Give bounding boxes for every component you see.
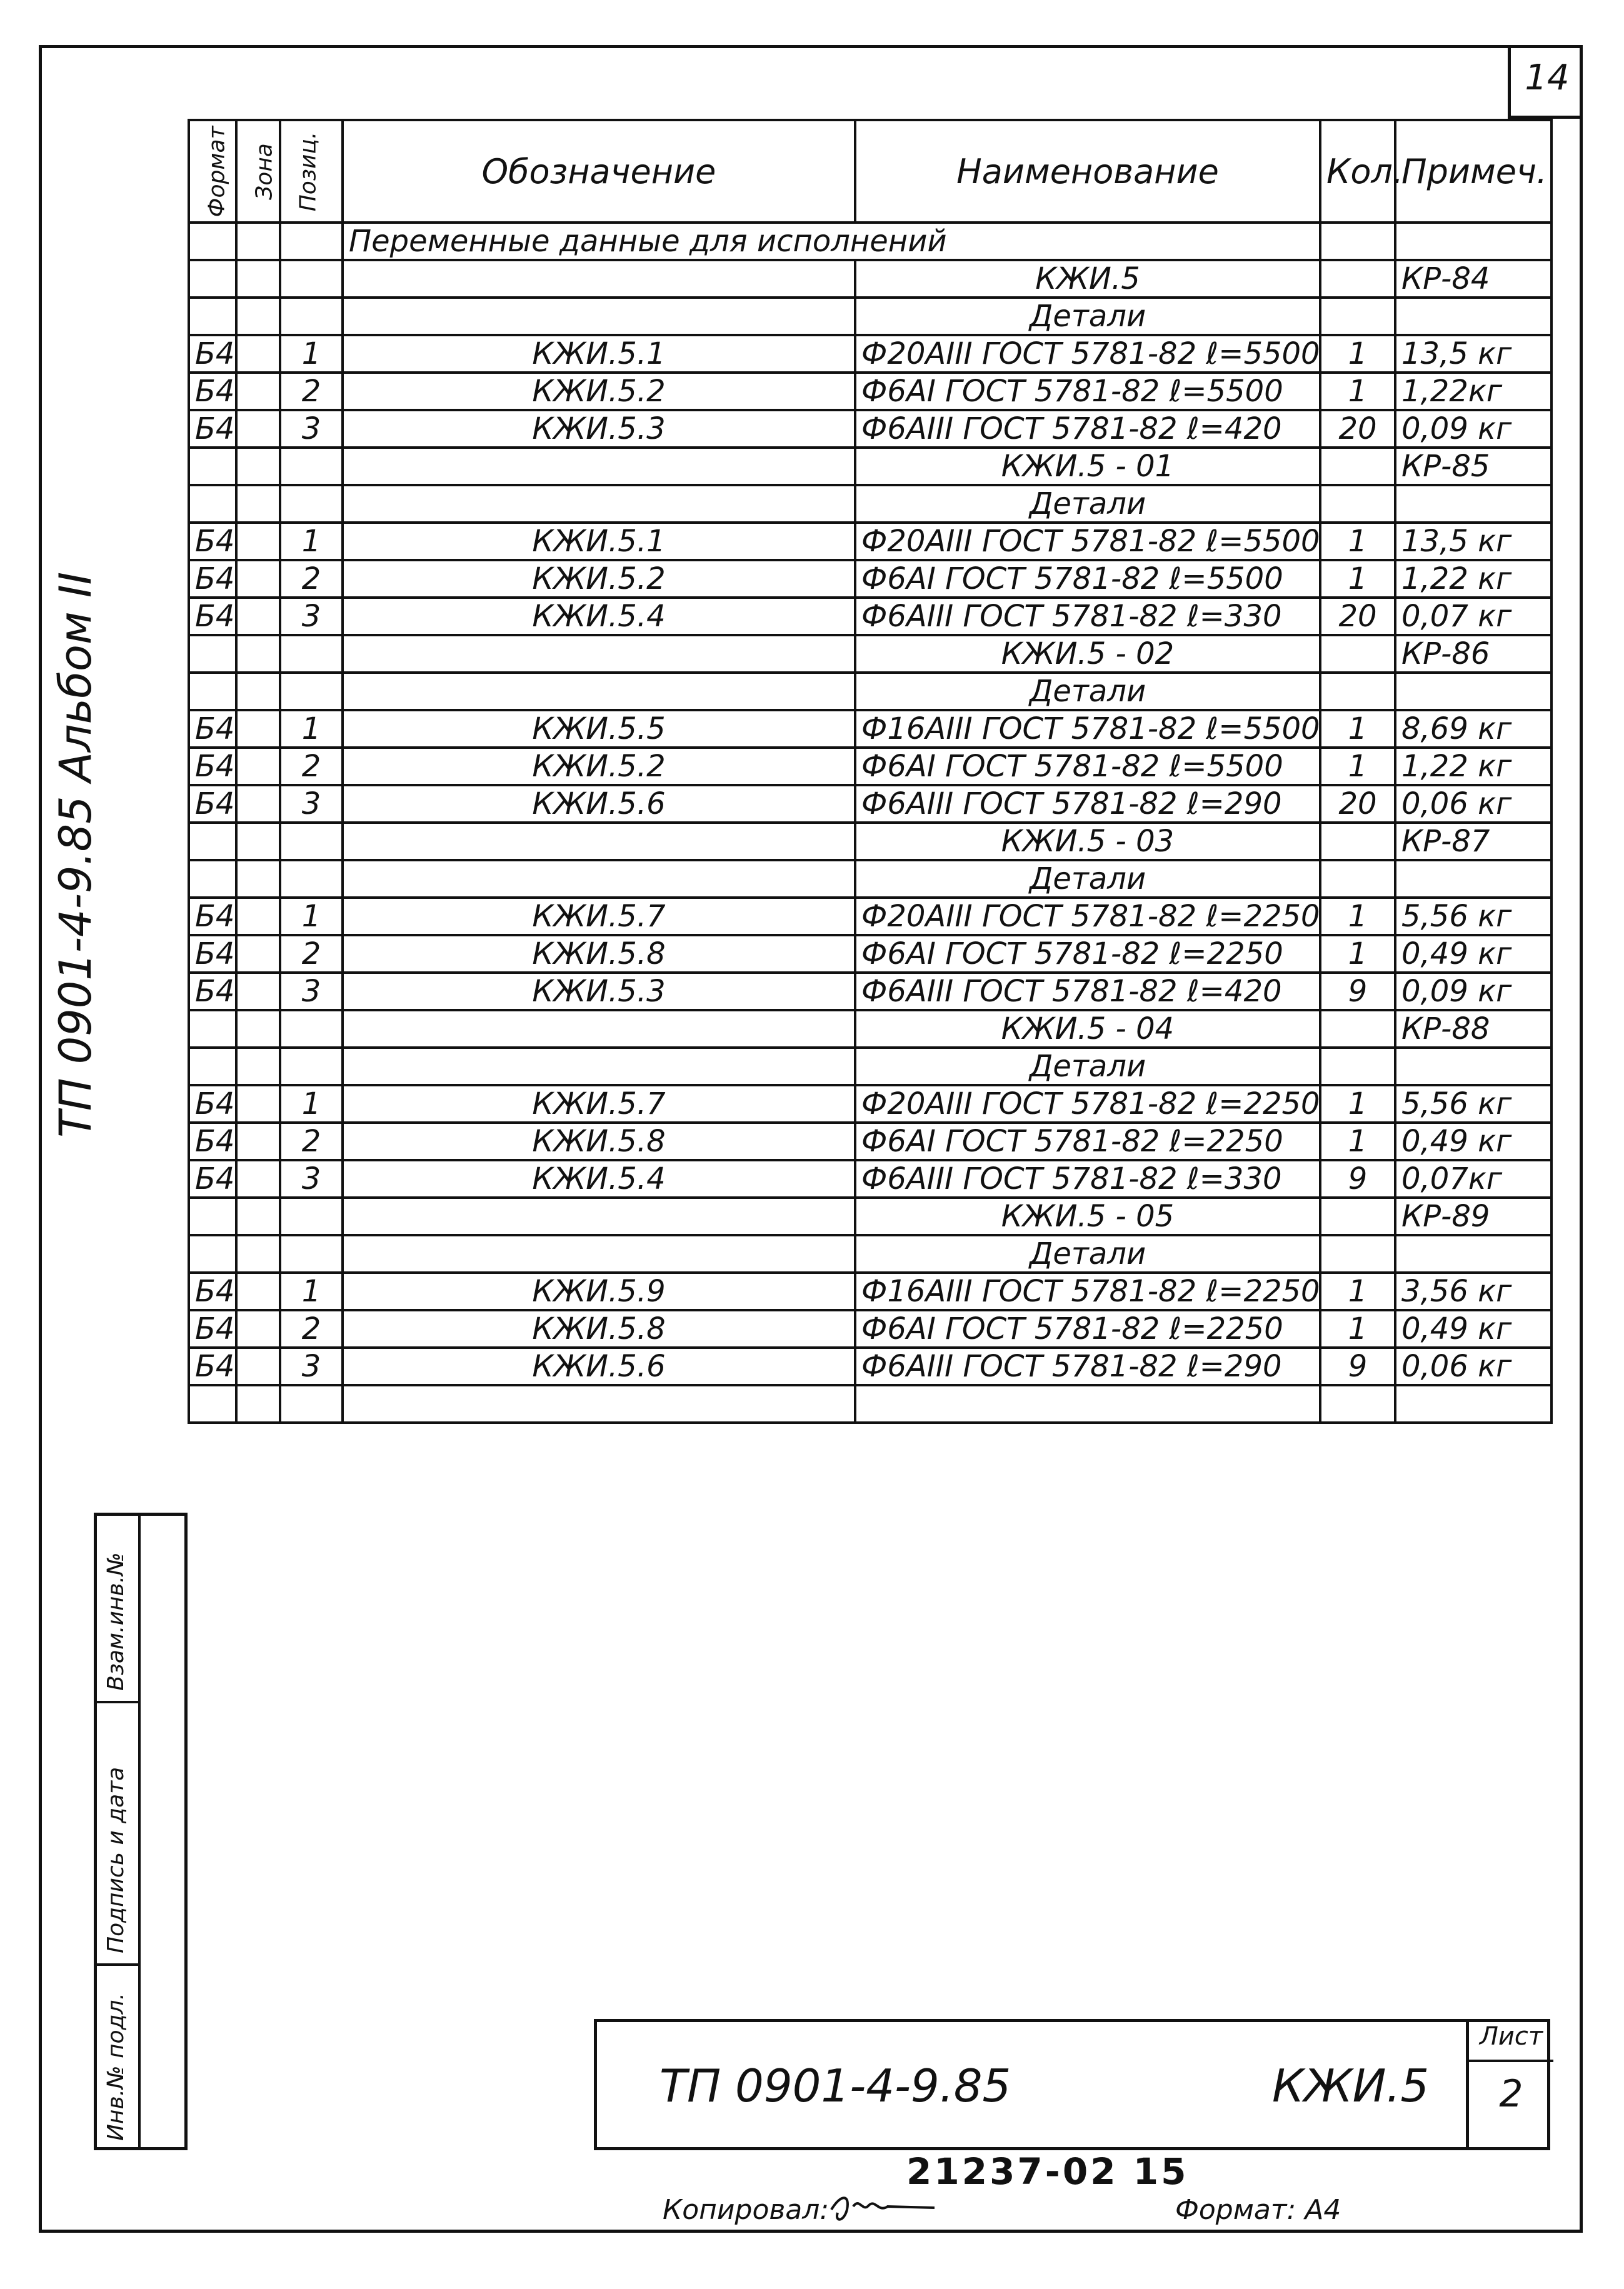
- title-block-sheet-value: 2: [1499, 2072, 1523, 2116]
- cell-zone: [236, 748, 280, 785]
- cell-qty: 1: [1320, 335, 1395, 373]
- cell-name: Ф20АIII ГОСТ 5781-82 ℓ=2250: [855, 898, 1320, 935]
- left-margin-strip: [94, 1513, 188, 2150]
- cell-name: Ф6АIII ГОСТ 5781-82 ℓ=420: [855, 410, 1320, 448]
- cell-name: Ф6АI ГОСТ 5781-82 ℓ=2250: [855, 1123, 1320, 1160]
- cell-zone: [236, 710, 280, 748]
- title-block-sheet-label: Лист: [1469, 2022, 1553, 2062]
- table-row: [189, 898, 1551, 935]
- table-row: [189, 1085, 1551, 1123]
- table-row: [189, 410, 1551, 448]
- table-row: [189, 373, 1551, 410]
- cell-designation: КЖИ.5.1: [343, 335, 855, 373]
- cell-zone: [236, 1160, 280, 1198]
- header-zone: Зона: [236, 120, 280, 223]
- cell-note: 13,5 кг: [1395, 523, 1551, 560]
- cell-note: 1,22 кг: [1395, 560, 1551, 598]
- cell-name: Ф6АIII ГОСТ 5781-82 ℓ=290: [855, 785, 1320, 823]
- variant-row: [189, 823, 1551, 860]
- cell-name: Ф6АI ГОСТ 5781-82 ℓ=2250: [855, 1310, 1320, 1348]
- title-block-sheet-box: [1466, 2022, 1556, 2147]
- cell-qty: 9: [1320, 973, 1395, 1010]
- cell-name: Ф6АIII ГОСТ 5781-82 ℓ=330: [855, 1160, 1320, 1198]
- cell-format: Б4: [189, 523, 236, 560]
- cell-designation: КЖИ.5.8: [343, 1123, 855, 1160]
- copier-signature: [828, 2188, 941, 2225]
- cell-position: 1: [280, 335, 343, 373]
- cell-qty: 1: [1320, 523, 1395, 560]
- sheet-number: 14: [1525, 58, 1570, 98]
- cell-format: Б4: [189, 1085, 236, 1123]
- variant-row: [189, 448, 1551, 485]
- header-position: Позиц.: [280, 120, 343, 223]
- header-note: Примеч.: [1395, 120, 1551, 223]
- cell-format: Б4: [189, 973, 236, 1010]
- cell-note: 0,07кг: [1395, 1160, 1551, 1198]
- table-row: [189, 973, 1551, 1010]
- cell-designation: КЖИ.5.1: [343, 523, 855, 560]
- cell-position: 3: [280, 410, 343, 448]
- strip-sign-date: Подпись и дата: [97, 1703, 138, 1966]
- section-row: [189, 485, 1551, 523]
- cell-format: Б4: [189, 373, 236, 410]
- cell-qty: 9: [1320, 1160, 1395, 1198]
- cell-qty: 20: [1320, 410, 1395, 448]
- cell-note: 0,49 кг: [1395, 935, 1551, 973]
- cell-designation: КЖИ.5.9: [343, 1273, 855, 1310]
- variant-label: КЖИ.5 - 01: [855, 448, 1320, 485]
- table-row: [189, 523, 1551, 560]
- header-name: Наименование: [855, 120, 1320, 223]
- section-label: Детали: [855, 673, 1320, 710]
- cell-qty: 1: [1320, 748, 1395, 785]
- cell-name: Ф16АIII ГОСТ 5781-82 ℓ=2250: [855, 1273, 1320, 1310]
- cell-position: 1: [280, 1273, 343, 1310]
- table-row: [189, 785, 1551, 823]
- section-row: [189, 1048, 1551, 1085]
- cell-position: 3: [280, 1160, 343, 1198]
- cell-designation: КЖИ.5.8: [343, 1310, 855, 1348]
- title-block: [594, 2019, 1550, 2150]
- cell-format: Б4: [189, 1123, 236, 1160]
- variant-note: КР-86: [1395, 635, 1551, 673]
- cell-note: 0,09 кг: [1395, 973, 1551, 1010]
- variant-label: КЖИ.5: [855, 260, 1320, 298]
- section-label: Детали: [855, 860, 1320, 898]
- cell-note: 5,56 кг: [1395, 1085, 1551, 1123]
- section-row: [189, 860, 1551, 898]
- table-row: [189, 598, 1551, 635]
- cell-qty: 1: [1320, 1123, 1395, 1160]
- cell-designation: КЖИ.5.6: [343, 785, 855, 823]
- section-label: Детали: [855, 1048, 1320, 1085]
- table-row: [189, 748, 1551, 785]
- cell-designation: КЖИ.5.2: [343, 748, 855, 785]
- cell-position: 1: [280, 898, 343, 935]
- variant-row: [189, 260, 1551, 298]
- table-row: [189, 710, 1551, 748]
- cell-position: 3: [280, 785, 343, 823]
- cell-format: Б4: [189, 935, 236, 973]
- side-title: ТП 0901-4-9.85 Альбом II: [50, 571, 101, 1138]
- cell-qty: 1: [1320, 710, 1395, 748]
- variable-title: Переменные данные для исполнений: [343, 223, 1320, 260]
- cell-zone: [236, 1348, 280, 1385]
- cell-zone: [236, 410, 280, 448]
- variant-label: КЖИ.5 - 05: [855, 1198, 1320, 1235]
- cell-designation: КЖИ.5.4: [343, 598, 855, 635]
- section-label: Детали: [855, 298, 1320, 335]
- cell-designation: КЖИ.5.7: [343, 898, 855, 935]
- table-row: [189, 1348, 1551, 1385]
- table-row: [189, 1123, 1551, 1160]
- cell-format: Б4: [189, 1160, 236, 1198]
- cell-zone: [236, 523, 280, 560]
- section-row: [189, 673, 1551, 710]
- cell-position: 3: [280, 1348, 343, 1385]
- variant-row: [189, 1010, 1551, 1048]
- cell-note: 0,06 кг: [1395, 1348, 1551, 1385]
- empty-row: [189, 1385, 1551, 1423]
- table-row: [189, 560, 1551, 598]
- cell-name: Ф6АIII ГОСТ 5781-82 ℓ=290: [855, 1348, 1320, 1385]
- cell-zone: [236, 598, 280, 635]
- cell-note: 8,69 кг: [1395, 710, 1551, 748]
- specification-table: [188, 119, 1553, 1424]
- cell-position: 2: [280, 560, 343, 598]
- cell-note: 1,22кг: [1395, 373, 1551, 410]
- cell-format: Б4: [189, 898, 236, 935]
- variant-note: КР-84: [1395, 260, 1551, 298]
- cell-name: Ф20АIII ГОСТ 5781-82 ℓ=5500: [855, 523, 1320, 560]
- cell-designation: КЖИ.5.7: [343, 1085, 855, 1123]
- cell-position: 2: [280, 373, 343, 410]
- cell-qty: 1: [1320, 373, 1395, 410]
- section-row: [189, 1235, 1551, 1273]
- cell-name: Ф6АI ГОСТ 5781-82 ℓ=5500: [855, 748, 1320, 785]
- variant-note: КР-88: [1395, 1010, 1551, 1048]
- cell-zone: [236, 898, 280, 935]
- variant-label: КЖИ.5 - 03: [855, 823, 1320, 860]
- cell-note: 1,22 кг: [1395, 748, 1551, 785]
- cell-note: 13,5 кг: [1395, 335, 1551, 373]
- cell-designation: КЖИ.5.2: [343, 373, 855, 410]
- cell-designation: КЖИ.5.8: [343, 935, 855, 973]
- cell-zone: [236, 785, 280, 823]
- footer-format: Формат: А4: [1175, 2194, 1341, 2226]
- cell-note: 0,49 кг: [1395, 1123, 1551, 1160]
- cell-qty: 20: [1320, 598, 1395, 635]
- footer-copied: Копировал:: [663, 2194, 830, 2226]
- cell-zone: [236, 1273, 280, 1310]
- cell-format: Б4: [189, 560, 236, 598]
- cell-position: 2: [280, 1123, 343, 1160]
- cell-qty: 1: [1320, 1273, 1395, 1310]
- header-format: Формат: [189, 120, 236, 223]
- cell-position: 2: [280, 748, 343, 785]
- title-block-code: КЖИ.5: [1272, 2060, 1430, 2112]
- cell-designation: КЖИ.5.6: [343, 1348, 855, 1385]
- table-row: [189, 935, 1551, 973]
- cell-position: 2: [280, 935, 343, 973]
- cell-zone: [236, 935, 280, 973]
- cell-note: 0,06 кг: [1395, 785, 1551, 823]
- cell-format: Б4: [189, 1273, 236, 1310]
- header-row: [189, 120, 1551, 223]
- cell-name: Ф6АI ГОСТ 5781-82 ℓ=2250: [855, 935, 1320, 973]
- header-qty: Кол.: [1320, 120, 1395, 223]
- cell-format: Б4: [189, 335, 236, 373]
- stamp-number: 21237-02 15: [906, 2150, 1189, 2193]
- table-row: [189, 1310, 1551, 1348]
- variant-label: КЖИ.5 - 02: [855, 635, 1320, 673]
- section-label: Детали: [855, 1235, 1320, 1273]
- cell-name: Ф6АIII ГОСТ 5781-82 ℓ=330: [855, 598, 1320, 635]
- cell-format: Б4: [189, 785, 236, 823]
- variable-title-row: [189, 223, 1551, 260]
- title-block-document: ТП 0901-4-9.85: [659, 2060, 1011, 2112]
- cell-position: 3: [280, 973, 343, 1010]
- cell-designation: КЖИ.5.4: [343, 1160, 855, 1198]
- cell-zone: [236, 1085, 280, 1123]
- table-row: [189, 1273, 1551, 1310]
- cell-qty: 1: [1320, 935, 1395, 973]
- cell-zone: [236, 373, 280, 410]
- cell-format: Б4: [189, 1310, 236, 1348]
- section-label: Детали: [855, 485, 1320, 523]
- cell-qty: 1: [1320, 1310, 1395, 1348]
- header-designation: Обозначение: [343, 120, 855, 223]
- variant-note: КР-89: [1395, 1198, 1551, 1235]
- section-row: [189, 298, 1551, 335]
- cell-designation: КЖИ.5.2: [343, 560, 855, 598]
- cell-format: Б4: [189, 1348, 236, 1385]
- cell-position: 3: [280, 598, 343, 635]
- variant-label: КЖИ.5 - 04: [855, 1010, 1320, 1048]
- cell-designation: КЖИ.5.5: [343, 710, 855, 748]
- cell-zone: [236, 1123, 280, 1160]
- cell-zone: [236, 560, 280, 598]
- cell-zone: [236, 973, 280, 1010]
- cell-name: Ф6АIII ГОСТ 5781-82 ℓ=420: [855, 973, 1320, 1010]
- cell-qty: 1: [1320, 1085, 1395, 1123]
- cell-name: Ф6АI ГОСТ 5781-82 ℓ=5500: [855, 560, 1320, 598]
- cell-qty: 1: [1320, 898, 1395, 935]
- variant-row: [189, 635, 1551, 673]
- cell-position: 1: [280, 710, 343, 748]
- table-row: [189, 1160, 1551, 1198]
- cell-position: 2: [280, 1310, 343, 1348]
- cell-zone: [236, 1310, 280, 1348]
- cell-designation: КЖИ.5.3: [343, 973, 855, 1010]
- cell-position: 1: [280, 1085, 343, 1123]
- strip-swap-inv: Взам.инв.№: [97, 1516, 138, 1703]
- cell-zone: [236, 335, 280, 373]
- cell-note: 0,09 кг: [1395, 410, 1551, 448]
- strip-inv-orig: Инв.№ подл.: [103, 1993, 129, 2141]
- cell-format: Б4: [189, 710, 236, 748]
- cell-format: Б4: [189, 748, 236, 785]
- cell-note: 0,49 кг: [1395, 1310, 1551, 1348]
- cell-name: Ф16АIII ГОСТ 5781-82 ℓ=5500: [855, 710, 1320, 748]
- cell-name: Ф20АIII ГОСТ 5781-82 ℓ=2250: [855, 1085, 1320, 1123]
- cell-format: Б4: [189, 410, 236, 448]
- cell-qty: 9: [1320, 1348, 1395, 1385]
- cell-note: 3,56 кг: [1395, 1273, 1551, 1310]
- cell-qty: 1: [1320, 560, 1395, 598]
- variant-note: КР-85: [1395, 448, 1551, 485]
- cell-note: 0,07 кг: [1395, 598, 1551, 635]
- cell-name: Ф20АIII ГОСТ 5781-82 ℓ=5500: [855, 335, 1320, 373]
- cell-name: Ф6АI ГОСТ 5781-82 ℓ=5500: [855, 373, 1320, 410]
- cell-position: 1: [280, 523, 343, 560]
- cell-note: 5,56 кг: [1395, 898, 1551, 935]
- cell-designation: КЖИ.5.3: [343, 410, 855, 448]
- cell-format: Б4: [189, 598, 236, 635]
- variant-row: [189, 1198, 1551, 1235]
- table-row: [189, 335, 1551, 373]
- variant-note: КР-87: [1395, 823, 1551, 860]
- cell-qty: 20: [1320, 785, 1395, 823]
